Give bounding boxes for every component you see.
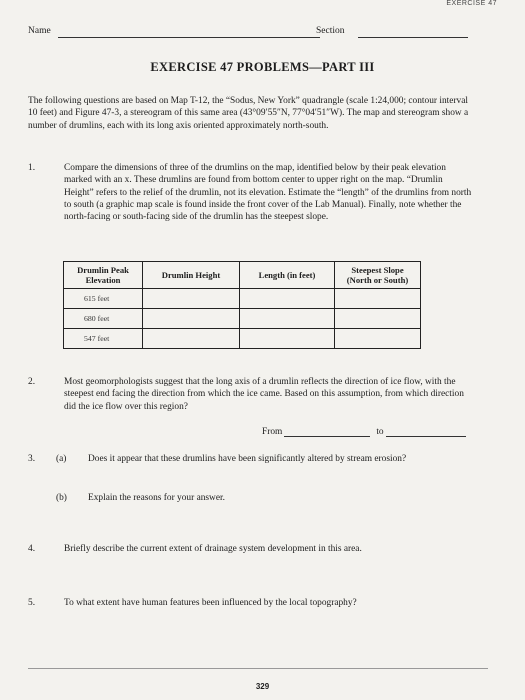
from-label: From bbox=[262, 427, 283, 437]
elevation-cell: 615 feet bbox=[64, 289, 143, 309]
page-number: 329 bbox=[255, 682, 270, 691]
table-header-row bbox=[64, 262, 421, 289]
table-row bbox=[64, 309, 421, 329]
running-header: EXERCISE 47 bbox=[446, 0, 497, 7]
footer-divider bbox=[28, 668, 488, 669]
slope-cell[interactable] bbox=[335, 329, 421, 349]
part-a-label: (a) bbox=[56, 454, 67, 464]
drumlin-table bbox=[63, 261, 421, 349]
page-title: EXERCISE 47 PROBLEMS—PART III bbox=[150, 60, 375, 74]
col-header-slope: Steepest Slope (North or South) bbox=[335, 262, 421, 289]
question-text: Briefly describe the current extent of drainage system development in this area. bbox=[64, 544, 362, 554]
question-number: 3. bbox=[28, 454, 36, 464]
height-cell[interactable] bbox=[143, 309, 240, 329]
slope-cell[interactable] bbox=[335, 309, 421, 329]
section-label: Section bbox=[316, 26, 345, 36]
length-cell[interactable] bbox=[240, 309, 335, 329]
to-label: to bbox=[376, 427, 384, 437]
from-to-answer bbox=[262, 427, 466, 437]
question-number: 5. bbox=[28, 598, 36, 608]
question-number: 1. bbox=[28, 163, 36, 173]
col-header-elevation: Drumlin Peak Elevation bbox=[64, 262, 143, 289]
question-text: To what extent have human features been influenced by the local topography? bbox=[64, 598, 357, 608]
name-blank[interactable] bbox=[58, 37, 320, 38]
table-row bbox=[64, 289, 421, 309]
height-cell[interactable] bbox=[143, 289, 240, 309]
part-b-label: (b) bbox=[56, 493, 67, 503]
intro-paragraph: The following questions are based on Map T-12, the “Sodus, New York” quadrangle (scale 1:24,000; contour interval 10 feet) and Figure 47-3, a stereogram of this same area (43°09′55″N, 77°04′51″W). The map and stereogram show a number of drumlins, each with its long axis oriented approximately north-south. bbox=[28, 96, 469, 131]
elevation-cell: 547 feet bbox=[64, 329, 143, 349]
section-blank[interactable] bbox=[358, 37, 468, 38]
question-text: Does it appear that these drumlins have been significantly altered by stream erosion? bbox=[88, 454, 407, 464]
from-blank[interactable] bbox=[284, 436, 370, 437]
elevation-cell: 680 feet bbox=[64, 309, 143, 329]
to-blank[interactable] bbox=[386, 436, 466, 437]
height-cell[interactable] bbox=[143, 329, 240, 349]
question-text: Explain the reasons for your answer. bbox=[88, 493, 225, 503]
length-cell[interactable] bbox=[240, 329, 335, 349]
question-text: Compare the dimensions of three of the drumlins on the map, identified below by their peak elevation marked with an x. These drumlins are found from bottom center to upper right on the map. “Drumlin Height” refers to the relief of the drumlin, not its elevation. Estimate the “length” of the drumlins from north to south (a graphic map scale is found inside the front cover of the Lab Manual). Finally, note whether the north-facing or south-facing side of the drumlin has the steepest slope. bbox=[64, 163, 472, 223]
question-number: 4. bbox=[28, 544, 36, 554]
question-number: 2. bbox=[28, 377, 36, 387]
table-row bbox=[64, 329, 421, 349]
question-text: Most geomorphologists suggest that the long axis of a drumlin reflects the direction of ice flow, with the steepest end facing the direction from which the ice came. Based on this assumption, from which direction did the ice flow over this region? bbox=[64, 377, 464, 412]
col-header-height: Drumlin Height bbox=[143, 262, 240, 289]
name-label: Name bbox=[28, 26, 51, 36]
col-header-length: Length (in feet) bbox=[240, 262, 335, 289]
length-cell[interactable] bbox=[240, 289, 335, 309]
slope-cell[interactable] bbox=[335, 289, 421, 309]
